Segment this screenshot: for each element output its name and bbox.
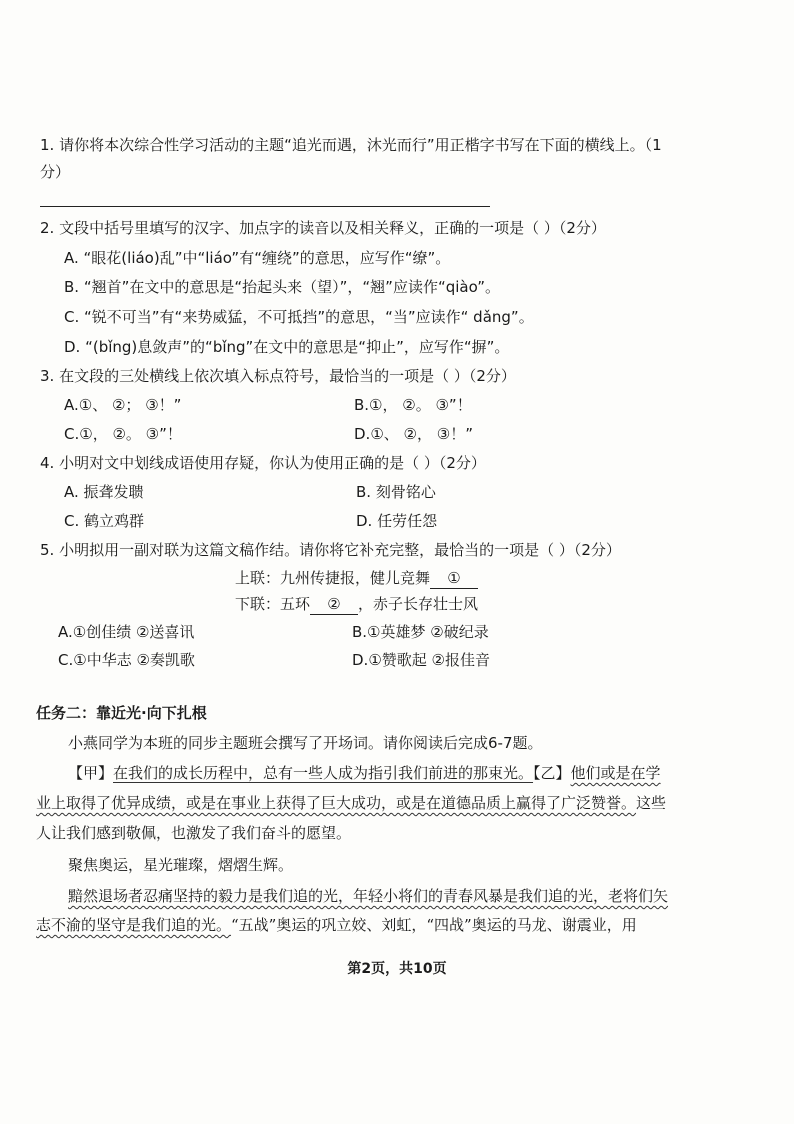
q4-option-b[interactable]: B. 刻骨铭心 [356,483,436,501]
task2-title: 任务二：靠近光·向下扎根 [36,704,207,722]
q3-option-b[interactable]: B.①， ②。 ③”！ [354,396,472,414]
q4-option-c[interactable]: C. 鹤立鸡群 [64,512,145,530]
q2-option-a[interactable]: A. “眼花(liáo)乱”中“liáo”有“缠绕”的意思，应写作“缭”。 [64,249,451,267]
passage-sentence-2a: 他们或是在学 [570,764,661,782]
q3-stem: 3. 在文段的三处横线上依次填入标点符号，最恰当的一项是（ ）（2分） [40,367,516,385]
q5-option-b[interactable]: B.①英雄梦 ②破纪录 [352,623,489,641]
passage-mark-yi: 【乙】 [533,764,571,782]
q4-option-a[interactable]: A. 振聋发聩 [64,483,144,501]
q5-option-d[interactable]: D.①赞歌起 ②报佳音 [352,651,490,669]
q1-stem-line1: 1. 请你将本次综合性学习活动的主题“追光而遇，沐光而行”用正楷字书写在下面的横线上。（1 [40,136,662,154]
q1-stem-line2: 分） [40,163,71,181]
q2-option-c[interactable]: C. “锐不可当”有“来势威猛，不可抵挡”的意思，“当”应读作“ dǎng”。 [64,308,534,326]
passage-para3-sentence-c: “五战”奥运的巩立姣、刘虹，“四战”奥运的马龙、谢震业，用 [231,916,637,934]
couplet-lower-blank[interactable]: ② [310,594,358,615]
couplet-lower [235,594,478,615]
couplet-upper-text: 上联：九州传捷报，健儿竞舞 [235,569,431,587]
passage-para3-sentence-b: 志不渝的坚守是我们追的光。 [36,916,232,934]
q2-stem: 2. 文段中括号里填写的汉字、加点字的读音以及相关释义，正确的一项是（ ）（2分） [40,219,606,237]
q3-option-d[interactable]: D.①、 ②， ③！” [354,425,473,443]
passage-mark-jia: 【甲】 [68,764,114,782]
q5-stem: 5. 小明拟用一副对联为这篇文稿作结。请你将它补充完整，最恰当的一项是（ ）（2分） [40,541,621,559]
q2-option-d[interactable]: D. “(bǐng)息敛声”的“bǐng”在文中的意思是“抑止”，应写作“摒”。 [64,338,510,356]
passage-para2: 聚焦奥运，星光璀璨，熠熠生辉。 [68,856,294,874]
q4-option-d[interactable]: D. 任劳任怨 [356,512,438,530]
couplet-lower-prefix: 下联：五环 [235,595,311,613]
q3-option-c[interactable]: C.①， ②。 ③”！ [64,425,182,443]
q1-answer-line[interactable] [40,206,490,207]
passage-para1-line1 [68,763,661,783]
task2-intro: 小燕同学为本班的同步主题班会撰写了开场词。请你阅读后完成6-7题。 [68,734,543,752]
passage-para1-line3: 人让我们感到敬佩，也激发了我们奋斗的愿望。 [36,824,352,842]
couplet-upper-blank[interactable]: ① [430,568,478,589]
passage-sentence-2b: 业上取得了优异成绩，或是在事业上获得了巨大成功，或是在道德品质上赢得了广泛赞誉。 [36,794,637,812]
passage-para1-line2 [36,793,666,813]
q3-option-a[interactable]: A.①、 ②； ③！” [64,396,182,414]
q5-option-a[interactable]: A.①创佳绩 ②送喜讯 [58,623,195,641]
q5-option-c[interactable]: C.①中华志 ②奏凯歌 [58,651,195,669]
couplet-upper [235,568,478,589]
q4-stem: 4. 小明对文中划线成语使用存疑，你认为使用正确的是（ ）（2分） [40,454,486,472]
passage-sentence-1: 在我们的成长历程中，总有一些人成为指引我们前进的那束光。 [113,764,534,782]
passage-para3-sentence-a: 黯然退场者忍痛坚持的毅力是我们追的光，年轻小将们的青春风暴是我们追的光，老将们矢 [68,887,669,905]
passage-para3-line1 [68,886,668,906]
q2-option-b[interactable]: B. “翘首”在文中的意思是“抬起头来（望）”，“翘”应读作“qiào”。 [64,278,501,296]
passage-para3-line2 [36,915,637,935]
couplet-lower-suffix: ，赤子长存壮士风 [358,595,479,613]
passage-sentence-3: 这些 [636,794,667,812]
page-number: 第2页，共10页 [347,961,447,977]
